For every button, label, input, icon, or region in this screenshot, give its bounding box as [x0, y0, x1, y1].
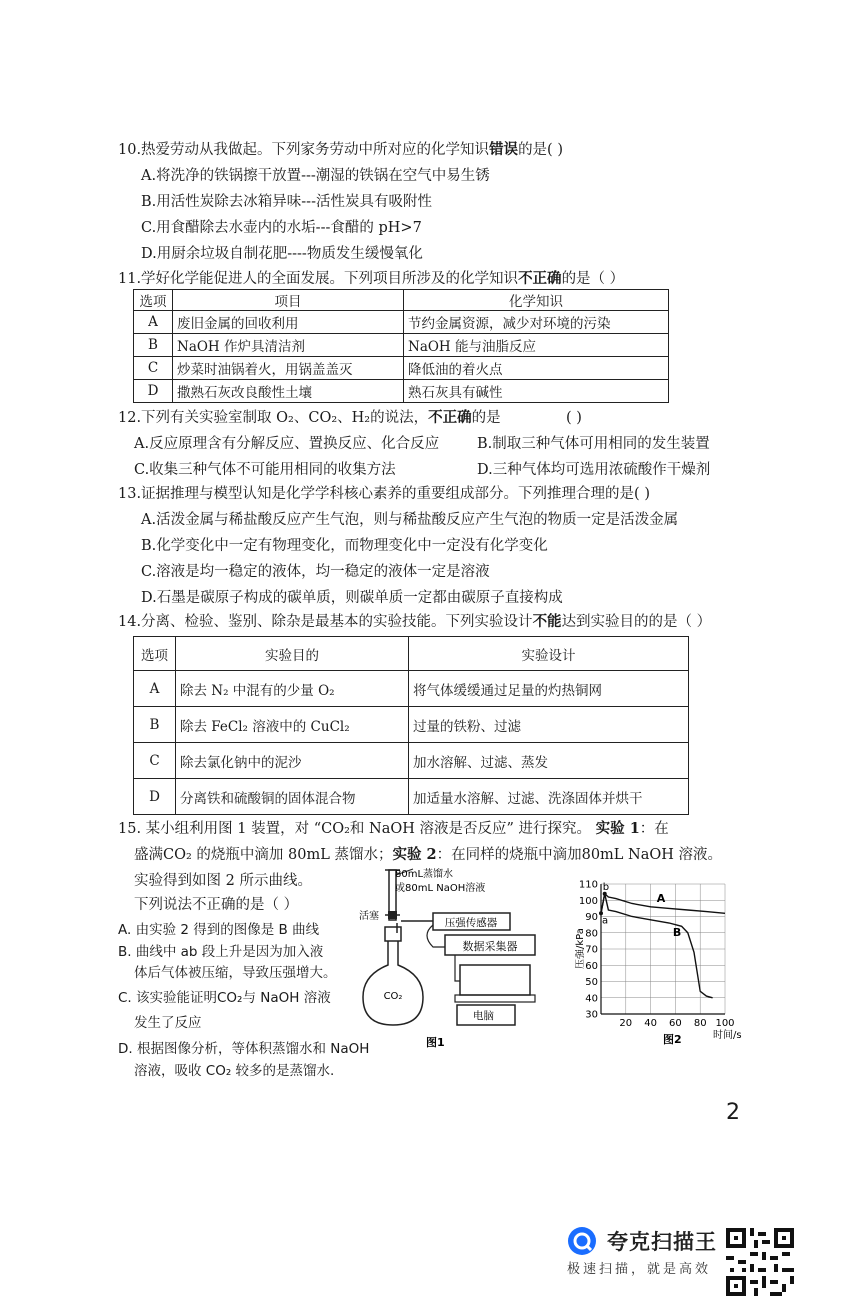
y-tick-label: 80: [585, 928, 598, 940]
q15-line1: 15. 某小组利用图 1 装置，对 “CO₂和 NaOH 溶液是否反应” 进行探究。 实验 1：在: [118, 820, 669, 837]
flask-label: CO₂: [383, 991, 403, 1002]
q12-answer-paren: ( ): [566, 410, 582, 426]
table-row: [134, 380, 669, 403]
q14-stem: 14.分离、检验、鉴别、除杂是最基本的实验技能。下列实验设计不能达到实验目的的是（ ）: [118, 613, 712, 630]
q13-stem: 13.证据推理与模型认知是化学学科核心素养的重要组成部分。下列推理合理的是( ): [118, 486, 650, 502]
table-cell: 除去 FeCl₂ 溶液中的 CuCl₂: [176, 707, 409, 743]
pressure-sensor-label: 压强传感器: [444, 917, 498, 929]
flask: [363, 941, 423, 1025]
table-row: [134, 743, 689, 779]
q12-option-a: A.反应原理含有分解反应、置换反应、化合反应: [134, 436, 440, 452]
table-cell: 熟石灰具有碱性: [404, 380, 669, 403]
q11-stem: 11.学好化学能促进人的全面发展。下列项目所涉及的化学知识不正确的是（ ）: [118, 270, 625, 287]
table-row: [134, 671, 689, 707]
table-cell: 炒菜时油锅着火，用锅盖盖灭: [173, 357, 404, 380]
quark-logo-icon: [567, 1226, 597, 1256]
table-cell: C: [134, 357, 173, 380]
y-tick-label: 110: [578, 879, 598, 891]
dropper-label-1: 80mL蒸馏水: [395, 869, 454, 880]
table-cell: D: [134, 779, 176, 815]
series-line-B: [601, 891, 713, 998]
table-cell: NaOH 能与油脂反应: [404, 334, 669, 357]
table-row: [134, 707, 689, 743]
figure1-caption: 图1: [426, 1036, 445, 1049]
q15-line4: 下列说法不正确的是（ ）: [134, 897, 299, 913]
table-row: [134, 290, 669, 311]
q13-option-d: D.石墨是碳原子构成的碳单质，则碳单质一定都由碳原子直接构成: [141, 590, 563, 606]
q15-option-b-line2: 体后气体被压缩，导致压强增大。: [134, 965, 337, 981]
q10-option-a: A.将洗净的铁锅擦干放置---潮湿的铁锅在空气中易生锈: [141, 168, 490, 184]
x-tick-label: 40: [644, 1018, 657, 1029]
table-cell: 除去氯化钠中的泥沙: [176, 743, 409, 779]
q10-option-b: B.用活性炭除去冰箱异味---活性炭具有吸附性: [141, 194, 432, 210]
computer-label: 电脑: [473, 1010, 494, 1022]
table-cell: 过量的铁粉、过滤: [409, 707, 689, 743]
q15-option-c-line2: 发生了反应: [134, 1015, 202, 1031]
y-tick-label: 30: [585, 1009, 598, 1021]
q12-option-c: C.收集三种气体不可能用相同的收集方法: [134, 462, 396, 478]
q15-line2: 盛满CO₂ 的烧瓶中滴加 80mL 蒸馏水；实验 2：在同样的烧瓶中滴加80mL NaOH 溶液。: [134, 846, 723, 863]
pressure-chart: [575, 876, 745, 1046]
q14-table: [133, 636, 689, 815]
q10-stem: 10.热爱劳动从我做起。下列家务劳动中所对应的化学知识错误的是( ): [118, 141, 563, 158]
chart-ylabel: 压强/kPa: [575, 928, 586, 969]
table-cell: NaOH 作炉具清洁剂: [173, 334, 404, 357]
page-number: 2: [726, 1100, 740, 1125]
brand-name: 夸克扫描王: [607, 1230, 717, 1254]
q15-option-c-line1: C. 该实验能证明CO₂与 NaOH 溶液: [118, 990, 331, 1006]
chart-series: [599, 892, 725, 998]
y-tick-label: 40: [585, 993, 598, 1005]
data-collector-label: 数据采集器: [462, 940, 518, 953]
table-row: [134, 779, 689, 815]
table-header: 实验设计: [409, 637, 689, 671]
q15-option-d-line1: D. 根据图像分析，等体积蒸馏水和 NaOH: [118, 1041, 370, 1057]
point-label-b: b: [602, 881, 610, 893]
brand-slogan: 极速扫描，就是高效: [567, 1262, 712, 1277]
table-header: 项目: [173, 290, 404, 311]
table-cell: 将气体缓缓通过足量的灼热铜网: [409, 671, 689, 707]
y-tick-label: 50: [585, 977, 598, 988]
q15-option-b-line1: B. 曲线中 ab 段上升是因为加入液: [118, 944, 324, 960]
y-tick-label: 90: [585, 912, 598, 923]
stopper: [385, 927, 401, 941]
dropper-label-2: 或80mL NaOH溶液: [395, 883, 486, 894]
table-row: [134, 334, 669, 357]
table-cell: 撒熟石灰改良酸性土壤: [173, 380, 404, 403]
q12-option-b: B.制取三种气体可用相同的发生装置: [477, 436, 710, 452]
table-cell: 降低油的着火点: [404, 357, 669, 380]
y-tick-label: 100: [578, 895, 598, 907]
table-row: [134, 357, 669, 380]
y-tick-label: 60: [585, 960, 598, 972]
q15-line3: 实验得到如图 2 所示曲线。: [134, 873, 312, 889]
q13-option-b: B.化学变化中一定有物理变化，而物理变化中一定没有化学变化: [141, 538, 548, 554]
table-cell: C: [134, 743, 176, 779]
q15-option-d-line2: 溶液，吸收 CO₂ 较多的是蒸馏水.: [134, 1063, 335, 1079]
series-label-a: A: [656, 891, 666, 905]
figure2-caption: 图2: [663, 1033, 682, 1046]
table-row: [134, 311, 669, 334]
q13-option-a: A.活泼金属与稀盐酸反应产生气泡，则与稀盐酸反应产生气泡的物质一定是活泼金属: [141, 512, 679, 528]
table-header: 选项: [134, 637, 176, 671]
computer-monitor: [460, 965, 530, 995]
x-tick-label: 60: [669, 1018, 682, 1029]
table-row: [134, 637, 689, 671]
chart-xlabel: 时间/s: [713, 1030, 742, 1041]
table-header: 化学知识: [404, 290, 669, 311]
x-tick-label: 20: [619, 1018, 633, 1029]
qr-code-icon: [726, 1228, 794, 1296]
table-header: 选项: [134, 290, 173, 311]
table-cell: A: [134, 311, 173, 334]
table-cell: A: [134, 671, 176, 707]
q13-option-c: C.溶液是均一稳定的液体，均一稳定的液体一定是溶液: [141, 564, 490, 580]
table-cell: 除去 N₂ 中混有的少量 O₂: [176, 671, 409, 707]
series-label-b: B: [672, 926, 682, 939]
table-cell: 废旧金属的回收利用: [173, 311, 404, 334]
q15-option-a: A. 由实验 2 得到的图像是 B 曲线: [118, 922, 320, 938]
table-header: 实验目的: [176, 637, 409, 671]
x-tick-label: 80: [693, 1018, 707, 1029]
valve-label: 活塞: [359, 911, 379, 922]
computer-base: [455, 995, 535, 1002]
q12-option-d: D.三种气体均可选用浓硫酸作干燥剂: [477, 462, 711, 478]
table-cell: 加水溶解、过滤、蒸发: [409, 743, 689, 779]
table-cell: D: [134, 380, 173, 403]
table-cell: B: [134, 334, 173, 357]
q10-option-d: D.用厨余垃圾自制花肥----物质发生缓慢氧化: [141, 246, 423, 262]
table-cell: 加适量水溶解、过滤、洗涤固体并烘干: [409, 779, 689, 815]
q10-option-c: C.用食醋除去水壶内的水垢---食醋的 pH>7: [141, 220, 422, 236]
apparatus-figure: [355, 865, 570, 1055]
table-cell: B: [134, 707, 176, 743]
x-tick-label: 100: [715, 1018, 735, 1029]
q11-table: [133, 289, 669, 403]
point-label-a: a: [602, 915, 609, 927]
table-cell: 分离铁和硫酸铜的固体混合物: [176, 779, 409, 815]
table-cell: 节约金属资源，减少对环境的污染: [404, 311, 669, 334]
y-tick-label: 70: [585, 944, 598, 956]
q12-stem: 12.下列有关实验室制取 O₂、CO₂、H₂的说法，不正确的是: [118, 409, 501, 426]
